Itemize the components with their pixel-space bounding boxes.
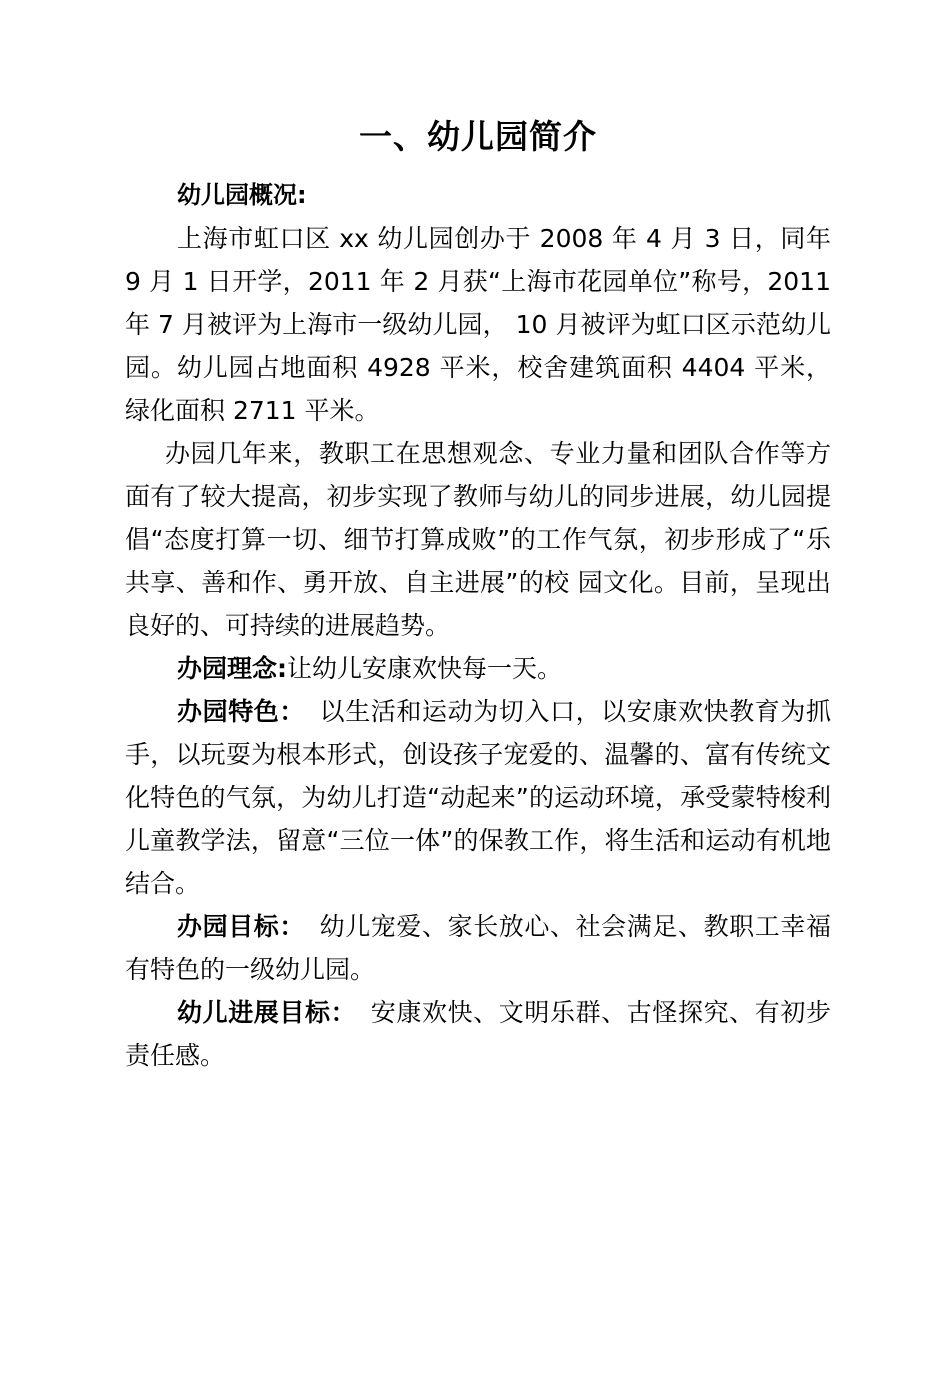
features-text: 以生活和运动为切入口，以安康欢快教育为抓手，以玩耍为根本形式，创设孩子宠爱的、温馨的、富有传统文化特色的气氛，为幼儿打造“动起来”的运动环境，承受蒙特梭利儿童教学法，留意“三位一体”的保教工作，将生活和运动有机地结合。 bbox=[125, 697, 831, 898]
features-label: 办园特色： bbox=[177, 697, 305, 726]
overview-paragraph-2: 办园几年来，教职工在思想观念、专业力量和团队合作等方面有了较大提高，初步实现了教师与幼儿的同步进展，幼儿园提倡“态度打算一切、细节打算成败”的工作气氛，初步形成了“乐共享、善和作、勇开放、自主进展”的校 园文化。目前，呈现出良好的、可持续的进展趋势。 bbox=[125, 439, 831, 640]
overview-paragraph-1: 上海市虹口区 xx 幼儿园创办于 2008 年 4 月 3 日，同年 9 月 1 日开学，2011 年 2 月获“上海市花园单位”称号，2011 年 7 月被评为上海市一级幼儿园， 10 月被评为虹口区示范幼儿园。幼儿园占地面积 4928 平米，校舍建筑面积 4404 平米， 绿化面积 2711 平米。 bbox=[125, 224, 831, 425]
overview-heading: 幼儿园概况: bbox=[177, 181, 307, 209]
goal-label: 办园目标： bbox=[177, 912, 305, 941]
philosophy-section bbox=[125, 647, 831, 690]
page-title: 一、幼儿园简介 bbox=[359, 117, 597, 156]
document-page bbox=[125, 112, 831, 1077]
philosophy-text: 让幼儿安康欢快每一天。 bbox=[287, 654, 563, 683]
child-goal-section bbox=[125, 991, 831, 1077]
goal-text: 幼儿宠爱、家长放心、社会满足、教职工幸福有特色的一级幼儿园。 bbox=[125, 912, 831, 984]
goal-section bbox=[125, 905, 831, 991]
child-goal-label: 幼儿进展目标： bbox=[177, 998, 357, 1027]
philosophy-label: 办园理念: bbox=[177, 654, 287, 683]
child-goal-text: 安康欢快、文明乐群、古怪探究、有初步责任感。 bbox=[125, 998, 831, 1070]
features-section bbox=[125, 690, 831, 905]
